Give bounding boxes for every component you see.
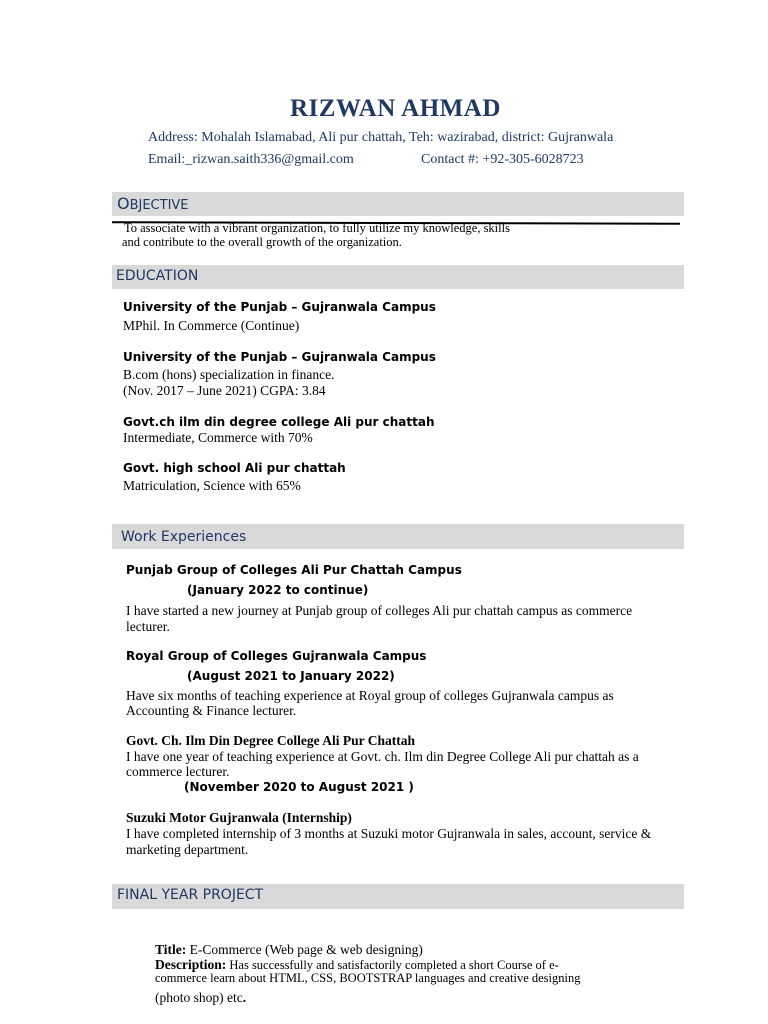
education-title: EDUCATION [116, 268, 199, 284]
education-institution: Govt. high school Ali pur chattah [123, 461, 346, 475]
education-dates: (Nov. 2017 – June 2021) CGPA: 3.84 [123, 383, 326, 398]
work-description: I have completed internship of 3 months at Suzuki motor Gujranwala in sales, account, service & [126, 826, 652, 841]
objective-line-1: To associate with a vibrant organization, to fully utilize my knowledge, skills [124, 221, 510, 235]
objective-header [112, 192, 684, 216]
education-institution: Govt.ch ilm din degree college Ali pur chattah [123, 415, 435, 429]
project-title-label: Title: [155, 942, 187, 957]
address-line: Address: Mohalah Islamabad, Ali pur chattah, Teh: wazirabad, district: Gujranwala [148, 130, 614, 145]
work-period: (January 2022 to continue) [187, 583, 369, 597]
education-institution: University of the Punjab – Gujranwala Campus [123, 350, 436, 364]
work-organization: Punjab Group of Colleges Ali Pur Chattah Campus [126, 563, 462, 577]
objective-title-initial: O [117, 194, 130, 213]
work-description: commerce lecturer. [126, 764, 230, 779]
applicant-name: RIZWAN AHMAD [290, 95, 501, 122]
work-description: Have six months of teaching experience at Royal group of colleges Gujranwala campus as [126, 688, 614, 703]
work-description: Accounting & Finance lecturer. [126, 703, 297, 718]
work-period: (November 2020 to August 2021 ) [184, 780, 414, 794]
objective-title [117, 194, 189, 213]
project-title-line [155, 942, 423, 957]
education-degree: Intermediate, Commerce with 70% [123, 430, 313, 445]
project-title-heading: FINAL YEAR PROJECT [117, 887, 264, 903]
project-description-line-2: commerce learn about HTML, CSS, BOOTSTRAP languages and creative designing [155, 971, 581, 985]
project-description-line-1 [155, 958, 559, 972]
objective-title-rest: BJECTIVE [129, 198, 189, 213]
work-title: Work Experiences [121, 529, 247, 545]
project-description-text: Has successfully and satisfactorily completed a short Course of e- [226, 958, 559, 972]
work-description: I have one year of teaching experience at Govt. ch. Ilm din Degree College Ali pur chattah as a [126, 749, 639, 764]
project-description-line-3 [155, 990, 246, 1005]
project-description-end-text: (photo shop) etc [155, 990, 243, 1005]
email-text[interactable]: Email:_rizwan.saith336@gmail.com [148, 152, 354, 167]
contact-number: Contact #: +92-305-6028723 [421, 152, 584, 167]
project-header [112, 884, 684, 909]
work-organization: Govt. Ch. Ilm Din Degree College Ali Pur Chattah [126, 733, 415, 748]
work-description: I have started a new journey at Punjab group of colleges Ali pur chattah campus as commerce [126, 603, 633, 618]
project-description-period: . [242, 990, 247, 1005]
objective-line-2: and contribute to the overall growth of the organization. [122, 235, 402, 249]
education-degree: Matriculation, Science with 65% [123, 478, 301, 493]
work-period: (August 2021 to January 2022) [187, 669, 395, 683]
education-degree: B.com (hons) specialization in finance. [123, 367, 335, 382]
work-organization: Suzuki Motor Gujranwala (Internship) [126, 810, 352, 825]
work-description: marketing department. [126, 842, 249, 857]
education-institution: University of the Punjab – Gujranwala Campus [123, 300, 436, 314]
work-description: lecturer. [126, 619, 170, 634]
project-title-value: E-Commerce (Web page & web designing) [186, 942, 423, 957]
project-description-label: Description: [155, 957, 227, 972]
education-header [112, 265, 684, 289]
work-header [112, 524, 684, 549]
work-organization: Royal Group of Colleges Gujranwala Campus [126, 649, 427, 663]
education-degree: MPhil. In Commerce (Continue) [123, 318, 300, 333]
